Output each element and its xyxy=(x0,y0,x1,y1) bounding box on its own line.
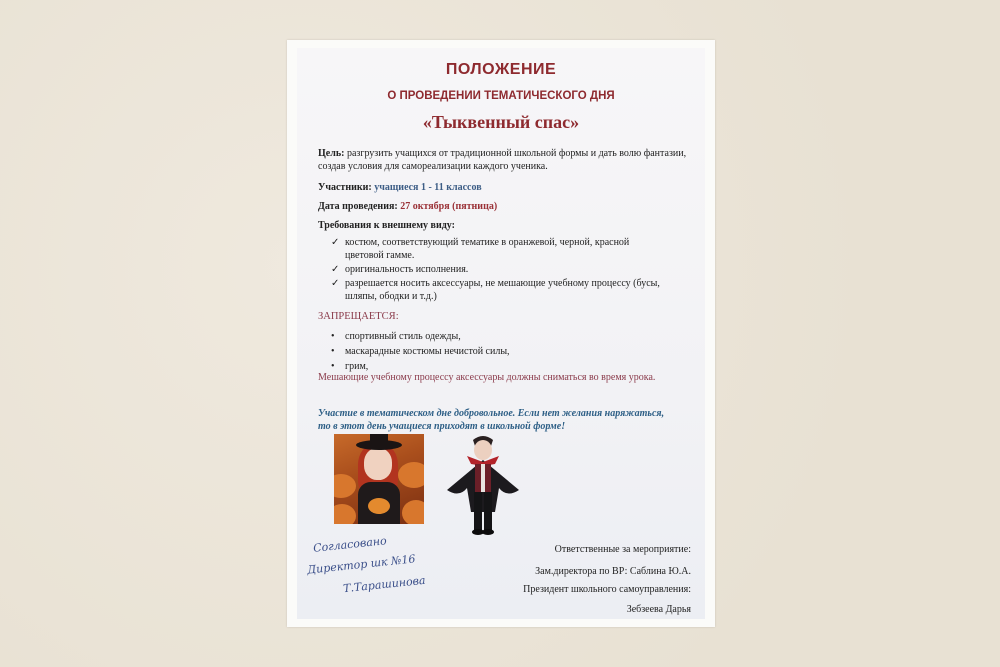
participants-line xyxy=(318,181,698,194)
participants-value: учащиеся 1 - 11 классов xyxy=(371,182,482,193)
bullet-icon: • xyxy=(331,361,335,372)
accessories-note: Мешающие учебному процессу аксессуары должны сниматься во время урока. xyxy=(318,372,656,383)
document-sheet xyxy=(297,48,705,619)
requirements-list xyxy=(331,236,661,304)
participants-label: Участники: xyxy=(318,182,372,193)
forbidden-item: • грим, xyxy=(331,361,369,372)
date-label: Дата проведения: xyxy=(318,201,398,212)
deputy-director: Зам.директора по ВР: Саблина Ю.А. xyxy=(535,566,691,577)
approval-signature xyxy=(307,532,437,612)
vampire-costume-photo xyxy=(437,432,529,542)
forbidden-item: • спортивный стиль одежды, xyxy=(331,331,461,342)
forbidden-list xyxy=(331,330,661,374)
document-title: ПОЛОЖЕНИЕ xyxy=(445,61,557,78)
check-icon: ✓ xyxy=(331,264,340,275)
bullet-icon: • xyxy=(331,346,335,357)
bullet-icon: • xyxy=(331,331,335,342)
goal-label: Цель: xyxy=(318,148,345,159)
event-name: «Тыквенный спас» xyxy=(422,112,580,132)
requirements-heading: Требования к внешнему виду: xyxy=(318,220,455,231)
check-icon: ✓ xyxy=(331,278,340,289)
check-icon: ✓ xyxy=(331,237,340,248)
requirement-item: ✓ разрешается носить аксессуары, не мешающие учебному процессу (бусы, шляпы, ободки и т.д.) xyxy=(331,278,660,302)
requirement-item: ✓ костюм, соответствующий тематике в оранжевой, черной, красной цветовой гамме. xyxy=(331,237,630,261)
goal-text: разгрузить учащихся от традиционной школьной формы и дать волю фантазии, создав условия для самореализации каждого ученика. xyxy=(318,148,687,172)
requirement-item: ✓ оригинальность исполнения. xyxy=(331,264,469,275)
president-name: Зебзеева Дарья xyxy=(626,604,691,615)
document-subtitle: О ПРОВЕДЕНИИ ТЕМАТИЧЕСКОГО ДНЯ xyxy=(387,90,615,102)
forbidden-heading: ЗАПРЕЩАЕТСЯ: xyxy=(318,311,399,322)
signature-line: Директор шк №16 xyxy=(306,552,417,577)
date-value: 27 октября (пятница) xyxy=(397,201,498,212)
poster-frame xyxy=(287,40,715,627)
date-line xyxy=(318,200,698,213)
voluntary-note: Участие в тематическом дне добровольное. Если нет желания наряжаться, то в этот день учащиеся приходят в школьной форме! xyxy=(318,408,665,432)
responsible-heading: Ответственные за мероприятие: xyxy=(554,544,691,555)
forbidden-item: • маскарадные костюмы нечистой силы, xyxy=(331,346,510,357)
signature-line: Т.Тарашинова xyxy=(342,573,427,596)
goal-paragraph xyxy=(318,147,698,173)
witch-costume-photo xyxy=(334,434,424,524)
signature-line: Согласовано xyxy=(312,534,388,555)
president-label: Президент школьного самоуправления: xyxy=(523,584,691,595)
